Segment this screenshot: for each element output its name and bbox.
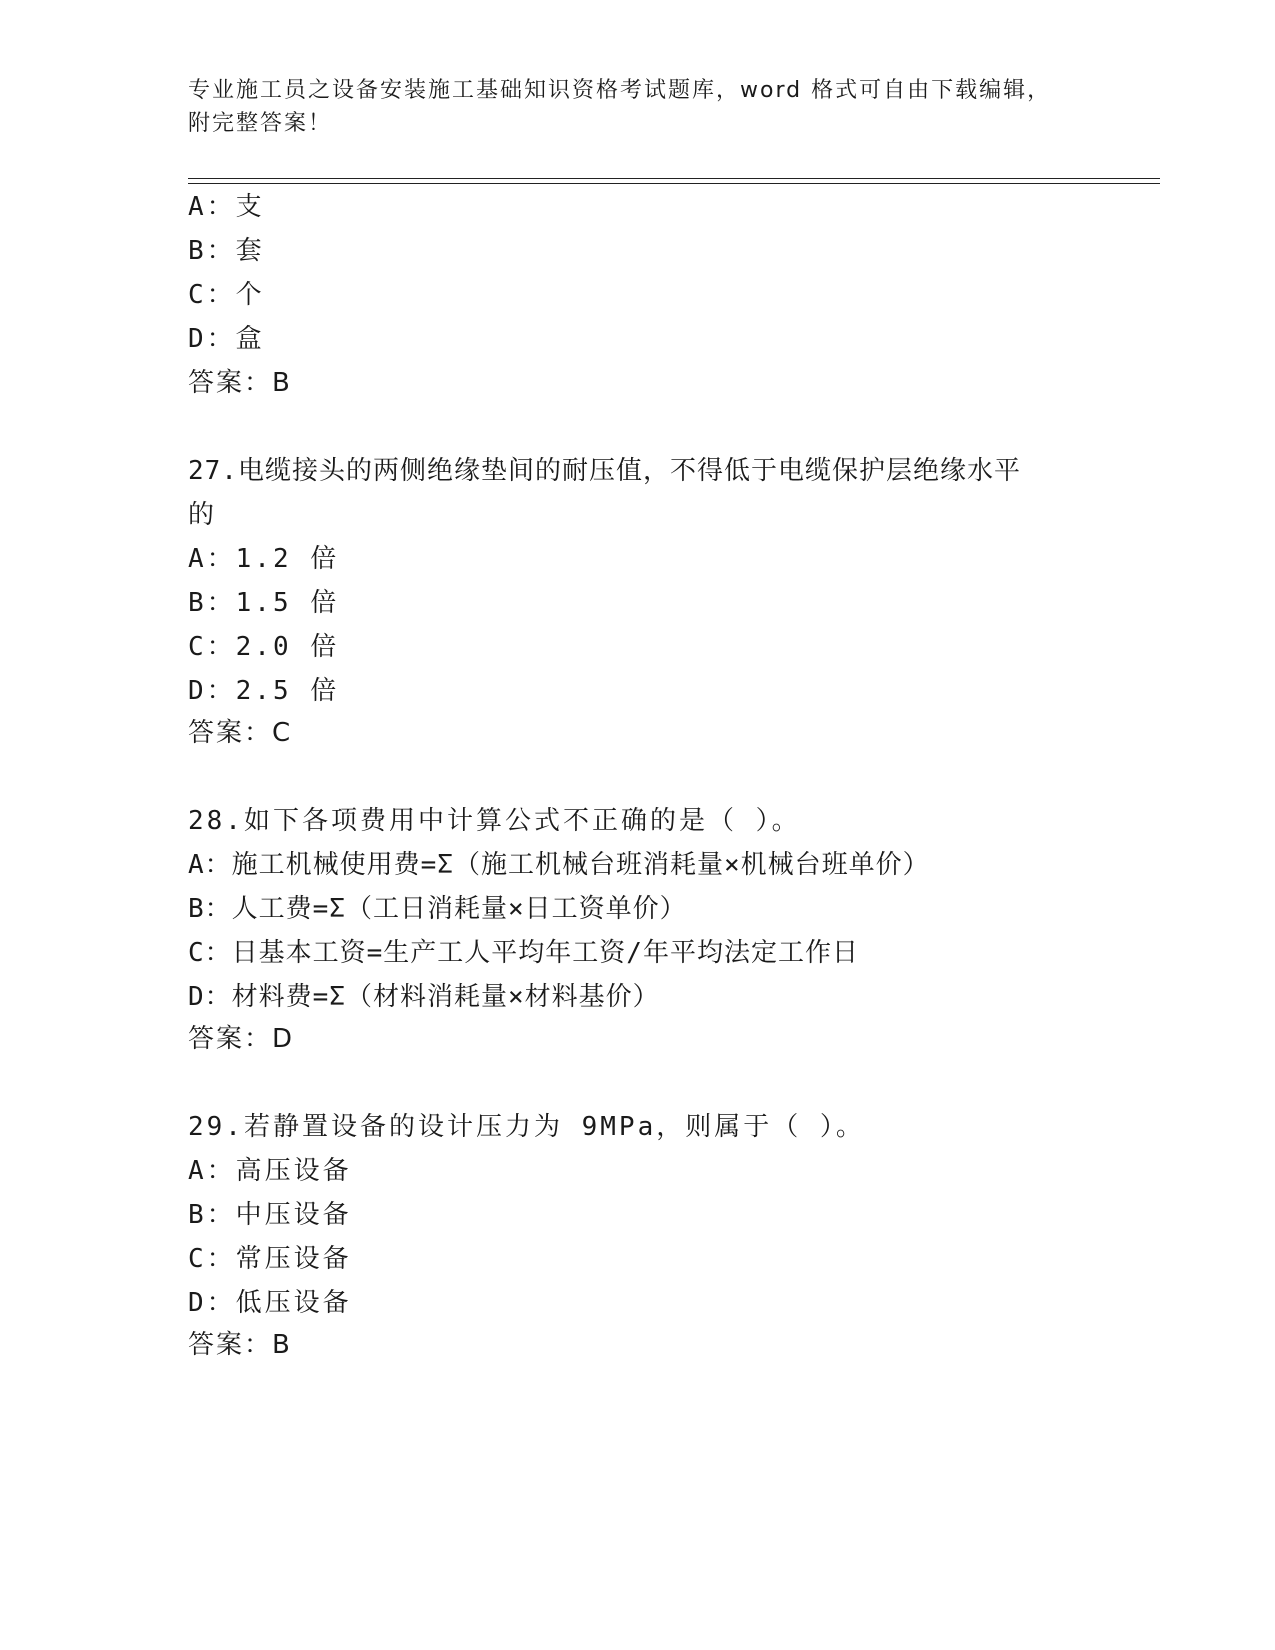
q28-answer: 答案：D	[188, 1024, 295, 1054]
q28-option-a: A：施工机械使用费=Σ（施工机械台班消耗量×机械台班单价）	[188, 850, 930, 880]
q27-option-c: C：2.0 倍	[188, 632, 340, 662]
prev-answer: 答案：B	[188, 368, 292, 398]
q27-option-d: D：2.5 倍	[188, 676, 340, 706]
header-line-1: 专业施工员之设备安装施工基础知识资格考试题库，word 格式可自由下载编辑，	[188, 78, 1052, 103]
header-divider-bottom	[188, 183, 1160, 184]
q27-answer: 答案：C	[188, 718, 293, 748]
q28-option-b: B：人工费=Σ（工日消耗量×日工资单价）	[188, 894, 687, 924]
prev-option-b: B：套	[188, 236, 265, 266]
q27-text-line-1: 27.电缆接头的两侧绝缘垫间的耐压值，不得低于电缆保护层绝缘水平	[188, 456, 1021, 486]
q29-answer: 答案：B	[188, 1330, 292, 1360]
header-divider-top	[188, 178, 1160, 179]
header-line-2: 附完整答案！	[188, 111, 333, 136]
q28-option-d: D：材料费=Σ（材料消耗量×材料基价）	[188, 982, 660, 1012]
document-header	[188, 74, 1088, 140]
q29-option-a: A：高压设备	[188, 1156, 352, 1186]
q27-option-b: B：1.5 倍	[188, 588, 340, 618]
q27-option-a: A：1.2 倍	[188, 544, 340, 574]
q27-text-line-2: 的	[188, 500, 218, 530]
q29-option-c: C：常压设备	[188, 1244, 352, 1274]
q29-text: 29.若静置设备的设计压力为 9MPa，则属于（ ）。	[188, 1112, 865, 1142]
q28-option-c: C：日基本工资=生产工人平均年工资/年平均法定工作日	[188, 938, 859, 968]
q29-option-d: D：低压设备	[188, 1288, 352, 1318]
prev-option-a: A：支	[188, 192, 265, 222]
q29-option-b: B：中压设备	[188, 1200, 352, 1230]
prev-option-c: C：个	[188, 280, 265, 310]
q28-text: 28.如下各项费用中计算公式不正确的是（ ）。	[188, 806, 801, 836]
prev-option-d: D：盒	[188, 324, 265, 354]
